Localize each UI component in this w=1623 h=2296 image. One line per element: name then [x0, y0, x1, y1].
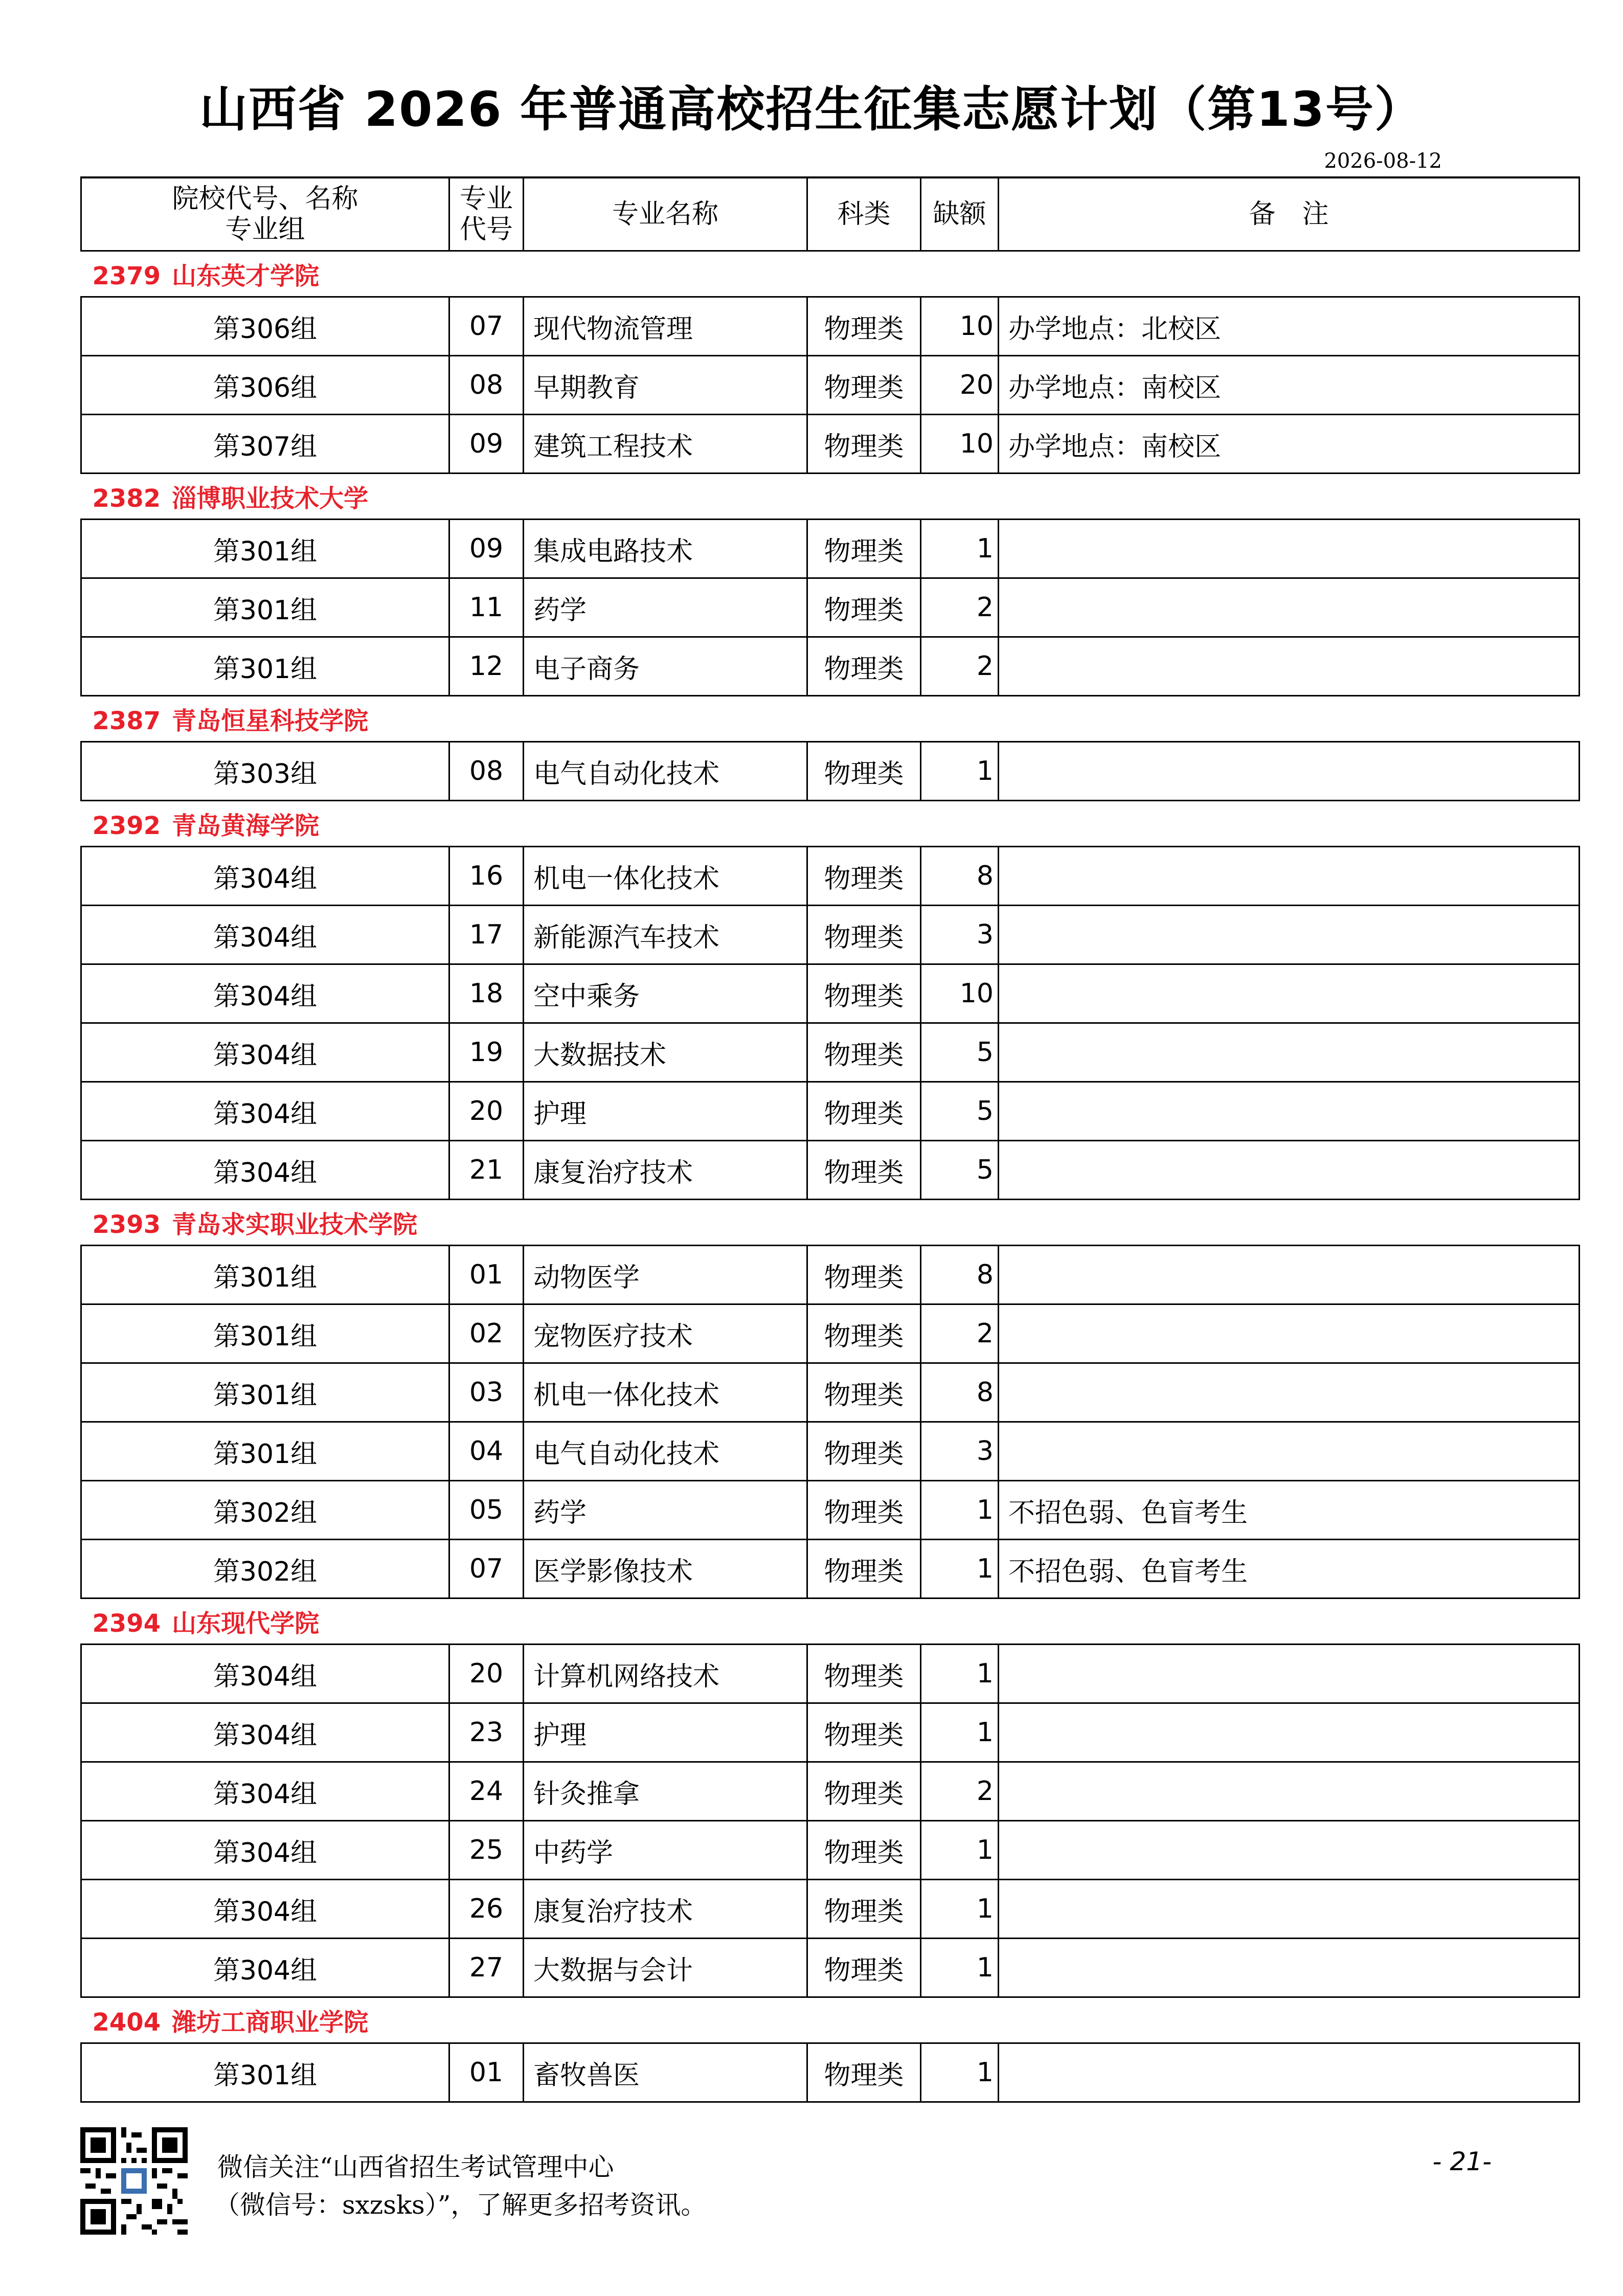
note-cell: [999, 1141, 1580, 1200]
major-group-cell: 第301组: [81, 520, 449, 578]
category-cell: 物理类: [807, 297, 921, 356]
major-name-cell: 大数据与会计: [524, 1939, 807, 1997]
category-cell: 物理类: [807, 637, 921, 696]
header-major-code: 专业 代号: [449, 177, 524, 251]
quota-cell: 2: [921, 637, 999, 696]
major-code-cell: 18: [449, 964, 524, 1023]
category-cell: 物理类: [807, 415, 921, 474]
table-row: [81, 1540, 1580, 1599]
table-row: [81, 1246, 1580, 1304]
category-cell: 物理类: [807, 1082, 921, 1141]
major-code-cell: 07: [449, 1540, 524, 1599]
note-cell: [999, 1246, 1580, 1304]
header-school: 院校代号、名称 专业组: [81, 177, 449, 251]
major-group-cell: 第304组: [81, 1762, 449, 1821]
category-cell: 物理类: [807, 1703, 921, 1762]
major-group-cell: 第304组: [81, 906, 449, 964]
quota-cell: 2: [921, 1304, 999, 1363]
major-code-cell: 01: [449, 1246, 524, 1304]
major-name-cell: 药学: [524, 1481, 807, 1540]
table-row: [81, 847, 1580, 906]
school-name: 青岛恒星科技学院: [172, 707, 369, 735]
header-category: 科类: [807, 177, 921, 251]
category-cell: 物理类: [807, 1141, 921, 1200]
school-code: 2392: [92, 812, 161, 840]
major-group-cell: 第306组: [81, 356, 449, 415]
major-name-cell: 康复治疗技术: [524, 1880, 807, 1939]
note-cell: [999, 1422, 1580, 1481]
note-cell: [999, 1082, 1580, 1141]
major-code-cell: 02: [449, 1304, 524, 1363]
major-group-cell: 第304组: [81, 1880, 449, 1939]
major-name-cell: 针灸推拿: [524, 1762, 807, 1821]
quota-cell: 1: [921, 1939, 999, 1997]
school-code: 2404: [92, 2008, 161, 2037]
qr-code-icon: [80, 2127, 188, 2235]
major-name-cell: 康复治疗技术: [524, 1141, 807, 1200]
major-group-cell: 第303组: [81, 742, 449, 801]
table-row: [81, 297, 1580, 356]
category-cell: 物理类: [807, 356, 921, 415]
note-cell: [999, 742, 1580, 801]
major-code-cell: 20: [449, 1645, 524, 1703]
school-name: 青岛求实职业技术学院: [172, 1210, 418, 1239]
publish-date: 2026-08-12: [1324, 149, 1442, 173]
note-cell: [999, 1821, 1580, 1880]
major-code-cell: 11: [449, 578, 524, 637]
school-code: 2393: [92, 1210, 161, 1239]
major-group-cell: 第304组: [81, 964, 449, 1023]
note-cell: [999, 964, 1580, 1023]
major-name-cell: 大数据技术: [524, 1023, 807, 1082]
header-note: 备 注: [999, 177, 1580, 251]
note-cell: [999, 1762, 1580, 1821]
category-cell: 物理类: [807, 578, 921, 637]
category-cell: 物理类: [807, 847, 921, 906]
table-row: [81, 1645, 1580, 1703]
header-major-name: 专业名称: [524, 177, 807, 251]
school-title: [81, 2008, 369, 2037]
category-cell: 物理类: [807, 1540, 921, 1599]
quota-cell: 10: [921, 964, 999, 1023]
school-code: 2379: [92, 262, 161, 290]
major-group-cell: 第301组: [81, 637, 449, 696]
table-row: [81, 578, 1580, 637]
category-cell: 物理类: [807, 742, 921, 801]
quota-cell: 1: [921, 2043, 999, 2102]
major-code-cell: 17: [449, 906, 524, 964]
major-code-cell: 01: [449, 2043, 524, 2102]
major-code-cell: 12: [449, 637, 524, 696]
table-row: [81, 520, 1580, 578]
major-name-cell: 集成电路技术: [524, 520, 807, 578]
table-row: [81, 356, 1580, 415]
major-code-cell: 07: [449, 297, 524, 356]
note-cell: [999, 578, 1580, 637]
major-code-cell: 21: [449, 1141, 524, 1200]
note-cell: 办学地点：南校区: [999, 415, 1580, 474]
table-row: [81, 1141, 1580, 1200]
note-cell: [999, 520, 1580, 578]
major-name-cell: 中药学: [524, 1821, 807, 1880]
table-row: [81, 1422, 1580, 1481]
major-code-cell: 05: [449, 1481, 524, 1540]
major-name-cell: 护理: [524, 1703, 807, 1762]
table-header-row: [81, 177, 1580, 251]
note-cell: 不招色弱、色盲考生: [999, 1481, 1580, 1540]
category-cell: 物理类: [807, 1422, 921, 1481]
major-group-cell: 第301组: [81, 578, 449, 637]
major-name-cell: 机电一体化技术: [524, 847, 807, 906]
school-name: 淄博职业技术大学: [172, 484, 369, 513]
school-row: [81, 474, 1580, 520]
note-cell: [999, 2043, 1580, 2102]
note-cell: [999, 1880, 1580, 1939]
category-cell: 物理类: [807, 2043, 921, 2102]
major-name-cell: 早期教育: [524, 356, 807, 415]
major-name-cell: 电子商务: [524, 637, 807, 696]
category-cell: 物理类: [807, 520, 921, 578]
note-cell: [999, 1023, 1580, 1082]
major-group-cell: 第304组: [81, 1821, 449, 1880]
major-group-cell: 第304组: [81, 847, 449, 906]
quota-cell: 8: [921, 1246, 999, 1304]
major-name-cell: 计算机网络技术: [524, 1645, 807, 1703]
table-row: [81, 1304, 1580, 1363]
quota-cell: 2: [921, 578, 999, 637]
major-group-cell: 第307组: [81, 415, 449, 474]
school-name: 青岛黄海学院: [172, 812, 320, 840]
school-title: [81, 1609, 320, 1638]
school-code: 2387: [92, 707, 161, 735]
major-code-cell: 23: [449, 1703, 524, 1762]
table-row: [81, 1082, 1580, 1141]
header-quota: 缺额: [921, 177, 999, 251]
quota-cell: 3: [921, 1422, 999, 1481]
major-group-cell: 第302组: [81, 1481, 449, 1540]
quota-cell: 5: [921, 1141, 999, 1200]
major-code-cell: 09: [449, 415, 524, 474]
major-name-cell: 现代物流管理: [524, 297, 807, 356]
school-row: [81, 1599, 1580, 1645]
major-name-cell: 空中乘务: [524, 964, 807, 1023]
table-row: [81, 1481, 1580, 1540]
quota-cell: 1: [921, 1821, 999, 1880]
table-row: [81, 1821, 1580, 1880]
major-name-cell: 新能源汽车技术: [524, 906, 807, 964]
major-code-cell: 27: [449, 1939, 524, 1997]
school-title: [81, 484, 369, 513]
quota-cell: 5: [921, 1082, 999, 1141]
footer-wechat-line2: （微信号：sxzsks）”，了解更多招考资讯。: [214, 2190, 707, 2220]
quota-cell: 10: [921, 415, 999, 474]
major-code-cell: 08: [449, 356, 524, 415]
school-code: 2382: [92, 484, 161, 513]
table-row: [81, 742, 1580, 801]
note-cell: 办学地点：南校区: [999, 356, 1580, 415]
category-cell: 物理类: [807, 1363, 921, 1422]
footer-wechat-line1: 微信关注“山西省招生考试管理中心: [217, 2152, 614, 2182]
table-row: [81, 1023, 1580, 1082]
quota-cell: 10: [921, 297, 999, 356]
major-name-cell: 电气自动化技术: [524, 742, 807, 801]
major-name-cell: 护理: [524, 1082, 807, 1141]
major-code-cell: 25: [449, 1821, 524, 1880]
school-row: [81, 1997, 1580, 2043]
school-title: [81, 1210, 418, 1239]
school-title: [81, 812, 320, 840]
major-group-cell: 第301组: [81, 1422, 449, 1481]
category-cell: 物理类: [807, 1821, 921, 1880]
school-code: 2394: [92, 1609, 161, 1638]
major-name-cell: 建筑工程技术: [524, 415, 807, 474]
quota-cell: 2: [921, 1762, 999, 1821]
major-name-cell: 机电一体化技术: [524, 1363, 807, 1422]
school-title: [81, 707, 369, 735]
table-row: [81, 415, 1580, 474]
major-code-cell: 26: [449, 1880, 524, 1939]
category-cell: 物理类: [807, 964, 921, 1023]
quota-cell: 8: [921, 1363, 999, 1422]
quota-cell: 20: [921, 356, 999, 415]
note-cell: [999, 1703, 1580, 1762]
major-code-cell: 19: [449, 1023, 524, 1082]
category-cell: 物理类: [807, 906, 921, 964]
note-cell: [999, 1363, 1580, 1422]
category-cell: 物理类: [807, 1246, 921, 1304]
major-code-cell: 03: [449, 1363, 524, 1422]
note-cell: [999, 1939, 1580, 1997]
category-cell: 物理类: [807, 1023, 921, 1082]
note-cell: 办学地点：北校区: [999, 297, 1580, 356]
category-cell: 物理类: [807, 1645, 921, 1703]
category-cell: 物理类: [807, 1481, 921, 1540]
quota-cell: 1: [921, 1481, 999, 1540]
major-group-cell: 第304组: [81, 1939, 449, 1997]
major-name-cell: 动物医学: [524, 1246, 807, 1304]
note-cell: [999, 906, 1580, 964]
major-code-cell: 16: [449, 847, 524, 906]
table-row: [81, 1880, 1580, 1939]
major-group-cell: 第301组: [81, 1363, 449, 1422]
major-group-cell: 第304组: [81, 1023, 449, 1082]
major-code-cell: 04: [449, 1422, 524, 1481]
page-number: - 21-: [1432, 2147, 1492, 2176]
page-title: 山西省 2026 年普通高校招生征集志愿计划（第13号）: [199, 82, 1424, 138]
school-row: [81, 801, 1580, 847]
major-group-cell: 第306组: [81, 297, 449, 356]
major-code-cell: 08: [449, 742, 524, 801]
major-group-cell: 第301组: [81, 1304, 449, 1363]
major-group-cell: 第301组: [81, 1246, 449, 1304]
quota-cell: 5: [921, 1023, 999, 1082]
school-name: 潍坊工商职业学院: [172, 2008, 369, 2037]
school-name: 山东现代学院: [172, 1609, 320, 1638]
school-name: 山东英才学院: [172, 262, 320, 290]
major-group-cell: 第301组: [81, 2043, 449, 2102]
note-cell: [999, 1645, 1580, 1703]
quota-cell: 1: [921, 1703, 999, 1762]
table-body: [81, 251, 1580, 2102]
category-cell: 物理类: [807, 1939, 921, 1997]
table-row: [81, 1363, 1580, 1422]
table-row: [81, 1939, 1580, 1997]
table-row: [81, 1703, 1580, 1762]
category-cell: 物理类: [807, 1304, 921, 1363]
plan-table: [80, 176, 1580, 2103]
major-code-cell: 09: [449, 520, 524, 578]
quota-cell: 3: [921, 906, 999, 964]
note-cell: [999, 1304, 1580, 1363]
note-cell: [999, 637, 1580, 696]
page-footer: [80, 2127, 1579, 2235]
major-name-cell: 宠物医疗技术: [524, 1304, 807, 1363]
table-row: [81, 1762, 1580, 1821]
school-row: [81, 251, 1580, 297]
table-row: [81, 906, 1580, 964]
major-code-cell: 20: [449, 1082, 524, 1141]
table-row: [81, 637, 1580, 696]
category-cell: 物理类: [807, 1880, 921, 1939]
quota-cell: 1: [921, 520, 999, 578]
quota-cell: 1: [921, 1540, 999, 1599]
quota-cell: 1: [921, 1645, 999, 1703]
quota-cell: 1: [921, 742, 999, 801]
major-name-cell: 畜牧兽医: [524, 2043, 807, 2102]
category-cell: 物理类: [807, 1762, 921, 1821]
major-name-cell: 药学: [524, 578, 807, 637]
major-group-cell: 第304组: [81, 1141, 449, 1200]
table-row: [81, 964, 1580, 1023]
major-group-cell: 第304组: [81, 1703, 449, 1762]
quota-cell: 1: [921, 1880, 999, 1939]
note-cell: 不招色弱、色盲考生: [999, 1540, 1580, 1599]
school-title: [81, 262, 320, 290]
major-name-cell: 医学影像技术: [524, 1540, 807, 1599]
major-group-cell: 第304组: [81, 1082, 449, 1141]
major-name-cell: 电气自动化技术: [524, 1422, 807, 1481]
quota-cell: 8: [921, 847, 999, 906]
major-group-cell: 第302组: [81, 1540, 449, 1599]
note-cell: [999, 847, 1580, 906]
major-group-cell: 第304组: [81, 1645, 449, 1703]
major-code-cell: 24: [449, 1762, 524, 1821]
school-row: [81, 696, 1580, 742]
school-row: [81, 1200, 1580, 1246]
table-row: [81, 2043, 1580, 2102]
